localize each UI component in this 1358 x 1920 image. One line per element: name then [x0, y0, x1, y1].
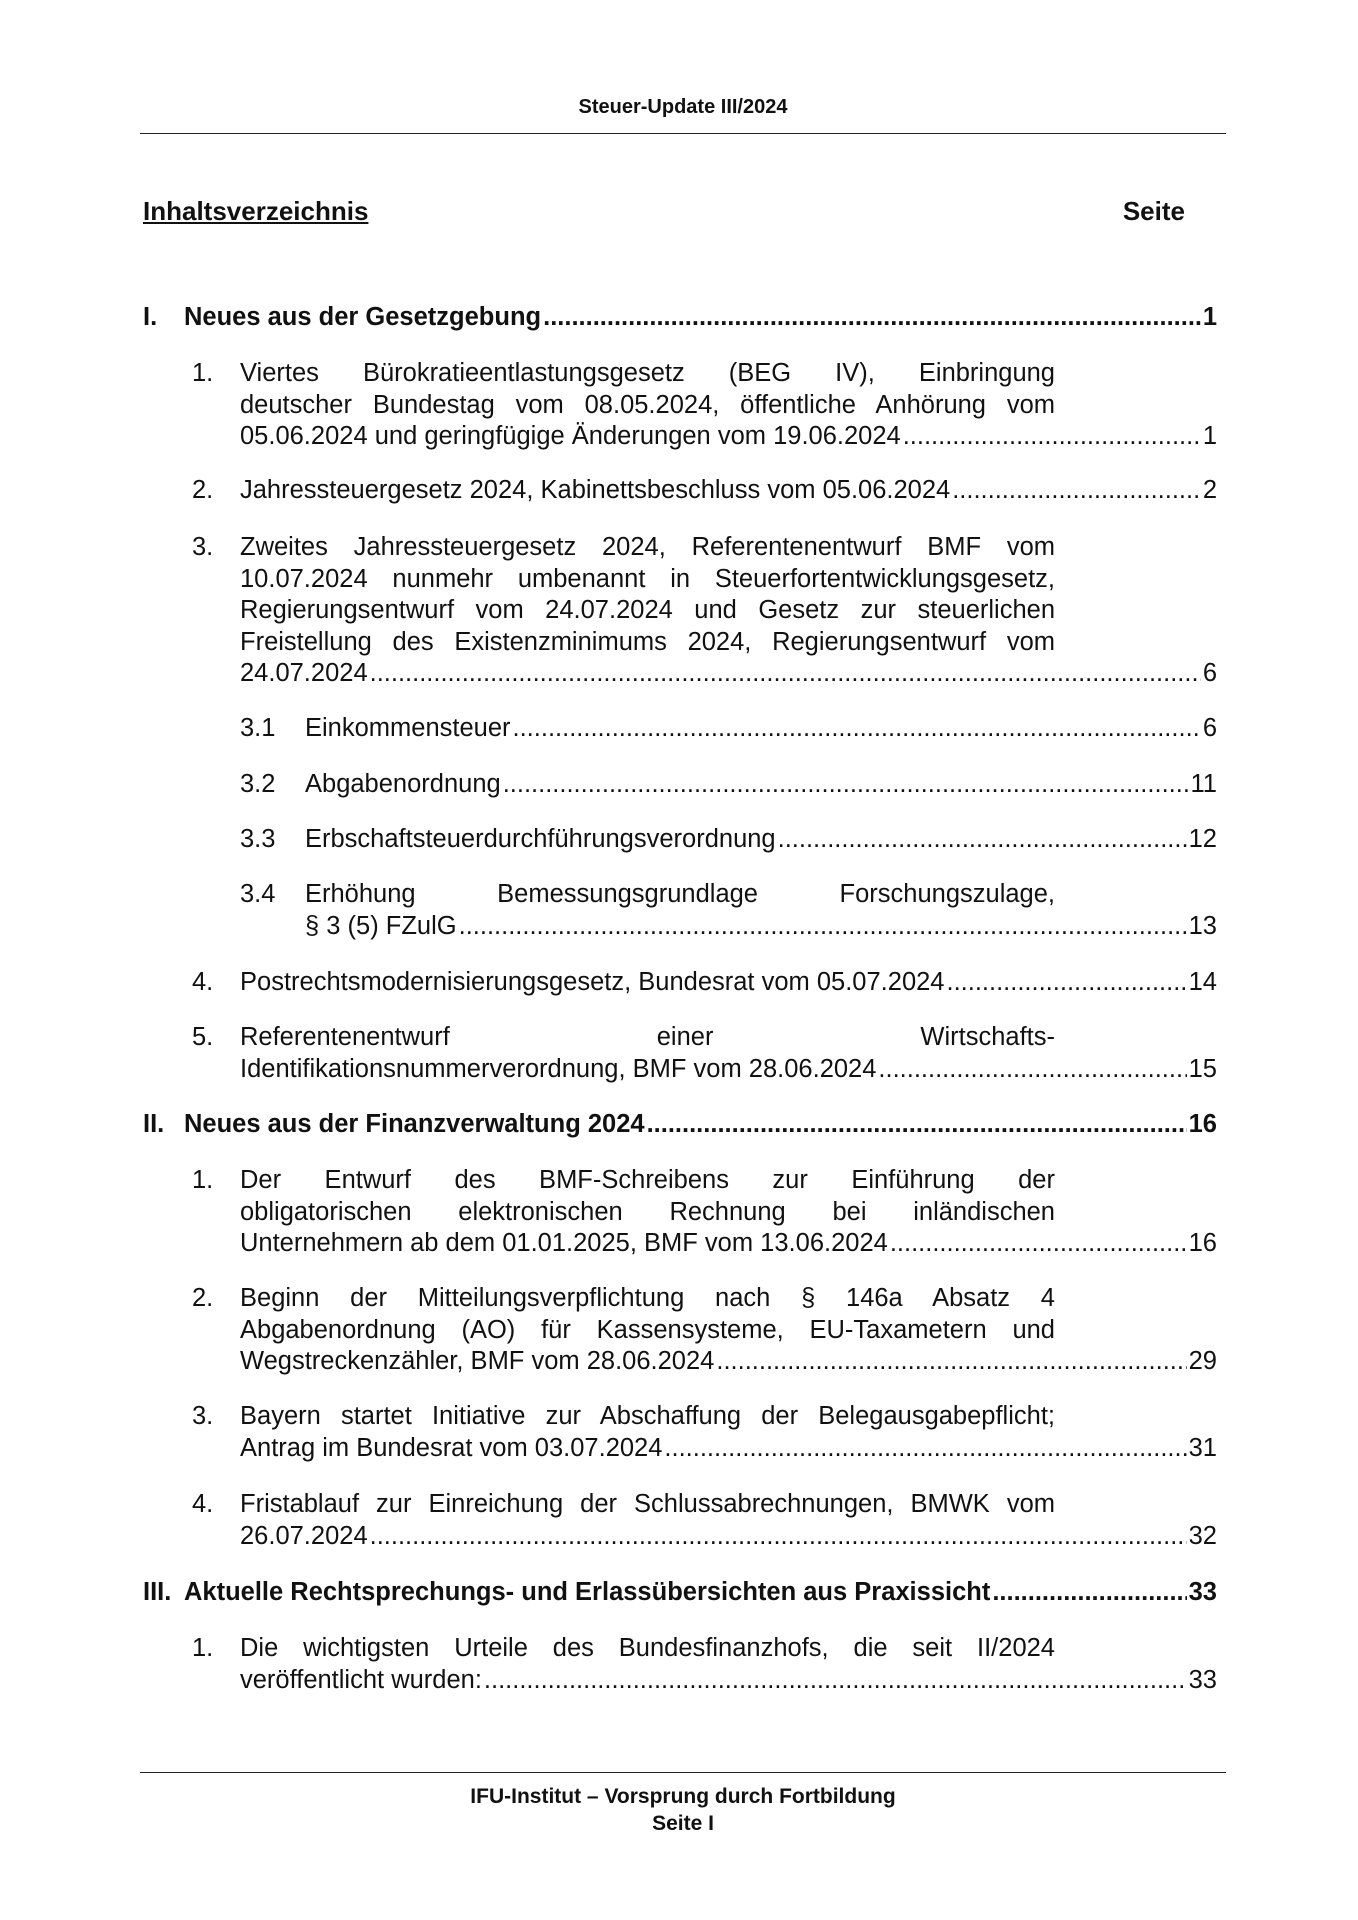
toc-dot-leader [484, 1665, 1187, 1697]
toc-entry-title-line: deutscher Bundestag vom 08.05.2024, öffentliche Anhörung vom [240, 390, 1055, 419]
toc-entry-number: 1. [192, 1166, 214, 1194]
toc-dot-leader [952, 475, 1201, 507]
toc-entry-title-line: Beginn der Mitteilungsverpflichtung nach § 146a Absatz 4 [240, 1284, 1055, 1312]
toc-entry-page: 33 [1188, 1578, 1217, 1606]
toc-dot-leader [543, 302, 1201, 334]
toc-dot-leader [370, 658, 1201, 690]
toc-entry-number: 3.2 [240, 770, 276, 798]
toc-entry-title-line: Aktuelle Rechtsprechungs- und Erlassübersichten aus Praxissicht [184, 1578, 991, 1606]
toc-dot-leader [503, 769, 1189, 801]
toc-entry-title-line: Der Entwurf des BMF-Schreibens zur Einführung der [240, 1166, 1055, 1194]
toc-entry-number: 2. [192, 1284, 214, 1312]
toc-entry-title-line: Abgabenordnung [305, 770, 501, 798]
toc-dot-leader [459, 911, 1187, 943]
toc-entry-number: 1. [192, 1634, 214, 1662]
toc-dot-leader [947, 967, 1187, 999]
toc-entry-title-line: Viertes Bürokratieentlastungsgesetz (BEG IV), Einbringung [240, 359, 1055, 387]
toc-dot-leader [716, 1346, 1186, 1378]
toc-entry-title-line: Referentenentwurf einer Wirtschafts- [240, 1023, 1055, 1051]
toc-entry-page: 14 [1188, 968, 1217, 996]
toc-entry-number: 3.3 [240, 825, 276, 853]
toc-entry-page: 1 [1202, 303, 1217, 331]
toc-entry-number: I. [143, 303, 158, 331]
toc-entry-title-line: 26.07.2024 [240, 1521, 368, 1550]
toc-dot-leader [778, 824, 1187, 856]
footer-rule [140, 1772, 1226, 1773]
toc-entry-title-line: Wegstreckenzähler, BMF vom 28.06.2024 [240, 1347, 715, 1375]
toc-page-label: Seite [1122, 196, 1185, 226]
toc-entry-title-line: Neues aus der Gesetzgebung [184, 303, 542, 331]
footer-institute: IFU-Institut – Vorsprung durch Fortbildung [470, 1785, 896, 1808]
toc-entry-number: III. [143, 1578, 172, 1606]
toc-entry-number: 2. [192, 476, 214, 504]
page-header-title: Steuer-Update III/2024 [578, 96, 788, 118]
toc-entry-page: 32 [1188, 1521, 1217, 1550]
toc-dot-leader [664, 1433, 1186, 1465]
toc-entry-title-line: obligatorischen elektronischen Rechnung bei inländischen [240, 1197, 1055, 1226]
toc-entry-number: 3. [192, 1402, 214, 1430]
toc-entry-title-line: 05.06.2024 und geringfügige Änderungen vom 19.06.2024 [240, 422, 901, 450]
toc-dot-leader [992, 1577, 1186, 1609]
toc-entry-number: II. [143, 1110, 165, 1138]
toc-entry-title-line: Abgabenordnung (AO) für Kassensysteme, EU-Taxametern und [240, 1315, 1055, 1344]
toc-entry-page: 33 [1188, 1665, 1217, 1694]
toc-dot-leader [878, 1054, 1186, 1086]
toc-entry-title-line: Zweites Jahressteuergesetz 2024, Referentenentwurf BMF vom [240, 533, 1055, 561]
toc-entry-page: 29 [1188, 1347, 1217, 1375]
toc-dot-leader [647, 1109, 1187, 1141]
toc-entry-title-line: 24.07.2024 [240, 659, 368, 687]
toc-entry-number: 4. [192, 1490, 214, 1518]
toc-entry-page: 16 [1188, 1229, 1217, 1257]
toc-entry-title-line: Freistellung des Existenzminimums 2024, Regierungsentwurf vom [240, 627, 1055, 656]
toc-dot-leader [890, 1228, 1187, 1260]
toc-entry-title-line: 10.07.2024 nunmehr umbenannt in Steuerfortentwicklungsgesetz, [240, 564, 1055, 593]
toc-entry-number: 3.4 [240, 880, 276, 908]
toc-entry-title-line: Neues aus der Finanzverwaltung 2024 [184, 1110, 645, 1138]
toc-entry-number: 3.1 [240, 714, 276, 742]
toc-entry-number: 3. [192, 533, 214, 561]
toc-entry-page: 6 [1202, 659, 1217, 687]
toc-entry-title-line: Einkommensteuer [305, 714, 511, 742]
toc-entry-title-line: Jahressteuergesetz 2024, Kabinettsbeschluss vom 05.06.2024 [240, 476, 951, 504]
toc-entry-title-line: Erbschaftsteuerdurchführungsverordnung [305, 825, 776, 853]
toc-entry-number: 1. [192, 359, 214, 387]
toc-entry-title-line: Die wichtigsten Urteile des Bundesfinanzhofs, die seit II/2024 [240, 1634, 1055, 1662]
toc-entry-title-line: Antrag im Bundesrat vom 03.07.2024 [240, 1433, 663, 1462]
footer-page-number: Seite I [652, 1812, 714, 1835]
toc-dot-leader [370, 1521, 1187, 1553]
toc-entry-page: 1 [1202, 422, 1217, 450]
toc-entry-page: 12 [1188, 825, 1217, 853]
toc-heading: Inhaltsverzeichnis [143, 196, 369, 226]
toc-entry-title-line: Unternehmern ab dem 01.01.2025, BMF vom 13.06.2024 [240, 1229, 888, 1257]
toc-dot-leader [903, 421, 1201, 453]
toc-entry-number: 5. [192, 1023, 214, 1051]
toc-entry-page: 31 [1188, 1433, 1217, 1462]
toc-entry-title-line: Bayern startet Initiative zur Abschaffung der Belegausgabepflicht; [240, 1402, 1055, 1430]
toc-entry-page: 16 [1188, 1110, 1217, 1138]
toc-entry-page: 2 [1202, 476, 1217, 504]
toc-entry-title-line: Fristablauf zur Einreichung der Schlussabrechnungen, BMWK vom [240, 1490, 1055, 1518]
toc-entry-title-line: § 3 (5) FZulG [305, 911, 457, 940]
toc-entry-number: 4. [192, 968, 214, 996]
toc-entry-page: 15 [1188, 1054, 1217, 1083]
toc-entry-title-line: Postrechtsmodernisierungsgesetz, Bundesrat vom 05.07.2024 [240, 968, 945, 996]
header-rule [140, 133, 1226, 134]
toc-entry-title-line: veröffentlicht wurden: [240, 1665, 482, 1694]
toc-entry-title-line: Erhöhung Bemessungsgrundlage Forschungszulage, [305, 880, 1055, 908]
toc-dot-leader [513, 713, 1201, 745]
toc-entry-page: 13 [1188, 911, 1217, 940]
toc-entry-page: 11 [1190, 770, 1217, 798]
toc-heading-row [143, 196, 1183, 227]
toc-entry-title-line: Regierungsentwurf vom 24.07.2024 und Gesetz zur steuerlichen [240, 596, 1055, 624]
toc-entry-title-line: Identifikationsnummerverordnung, BMF vom 28.06.2024 [240, 1054, 877, 1083]
toc-entry-page: 6 [1202, 714, 1217, 742]
